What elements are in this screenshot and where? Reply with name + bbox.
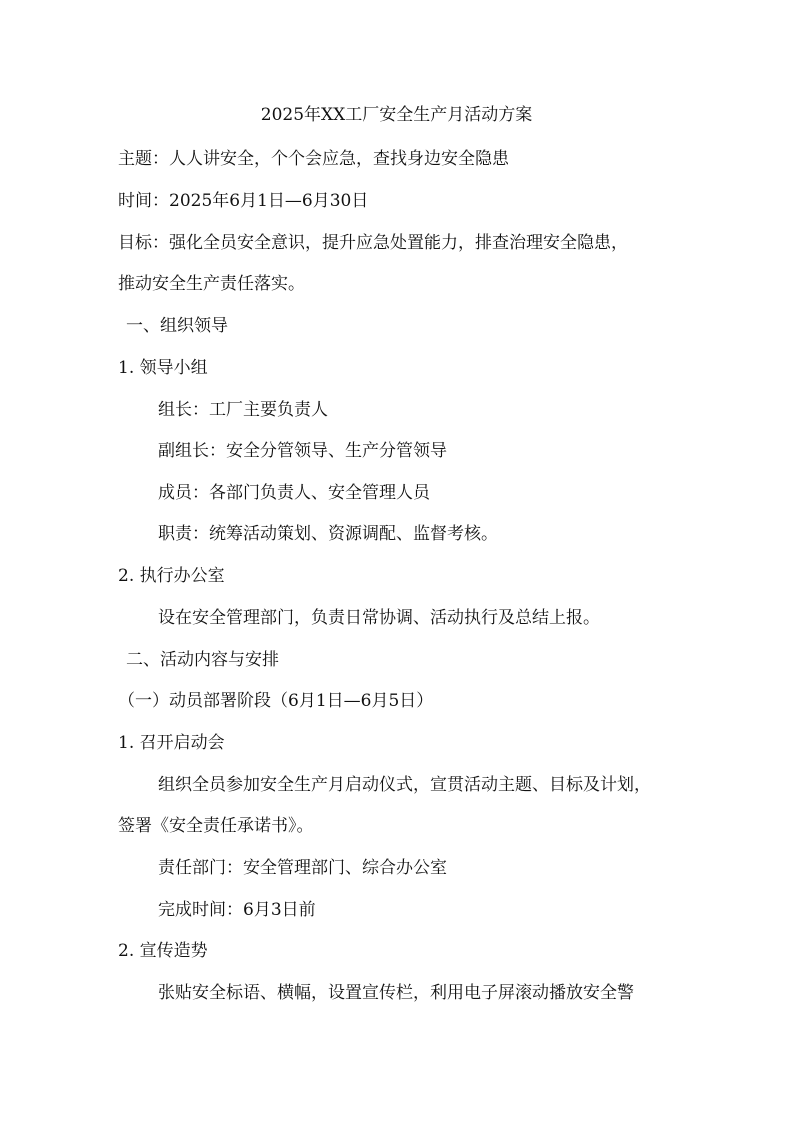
theme-line: 主题：人人讲安全，个个会应急，查找身边安全隐患	[118, 149, 509, 169]
duties-line: 职责：统筹活动策划、资源调配、监督考核。	[158, 524, 498, 544]
item1-heading: 1. 召开启动会	[118, 733, 225, 753]
item2-heading: 2. 宣传造势	[118, 941, 208, 961]
item1-dept-line: 责任部门：安全管理部门、综合办公室	[158, 858, 447, 878]
item1-line-1: 组织全员参加安全生产月启动仪式，宣贯活动主题、目标及计划，	[158, 775, 651, 795]
section1-heading: 一、组织领导	[126, 316, 228, 336]
section2-heading: 二、活动内容与安排	[126, 650, 279, 670]
office-line: 设在安全管理部门，负责日常协调、活动执行及总结上报。	[158, 608, 600, 628]
goal-line-2: 推动安全生产责任落实。	[118, 274, 305, 294]
section1-sub2-heading: 2. 执行办公室	[118, 566, 225, 586]
members-line: 成员：各部门负责人、安全管理人员	[158, 483, 430, 503]
section1-sub1-heading: 1. 领导小组	[118, 358, 208, 378]
goal-line-1: 目标：强化全员安全意识，提升应急处置能力，排查治理安全隐患，	[118, 233, 628, 253]
item2-line-1: 张贴安全标语、横幅，设置宣传栏，利用电子屏滚动播放安全警	[158, 983, 634, 1003]
deputy-line: 副组长：安全分管领导、生产分管领导	[158, 441, 447, 461]
item1-deadline-line: 完成时间：6月3日前	[158, 900, 316, 920]
leader-line: 组长：工厂主要负责人	[158, 400, 328, 420]
time-line: 时间：2025年6月1日—6月30日	[118, 191, 369, 211]
document-title: 2025年XX工厂安全生产月活动方案	[260, 105, 533, 125]
phase1-heading: （一）动员部署阶段（6月1日—6月5日）	[118, 691, 434, 711]
item1-line-2: 签署《安全责任承诺书》。	[118, 816, 314, 836]
